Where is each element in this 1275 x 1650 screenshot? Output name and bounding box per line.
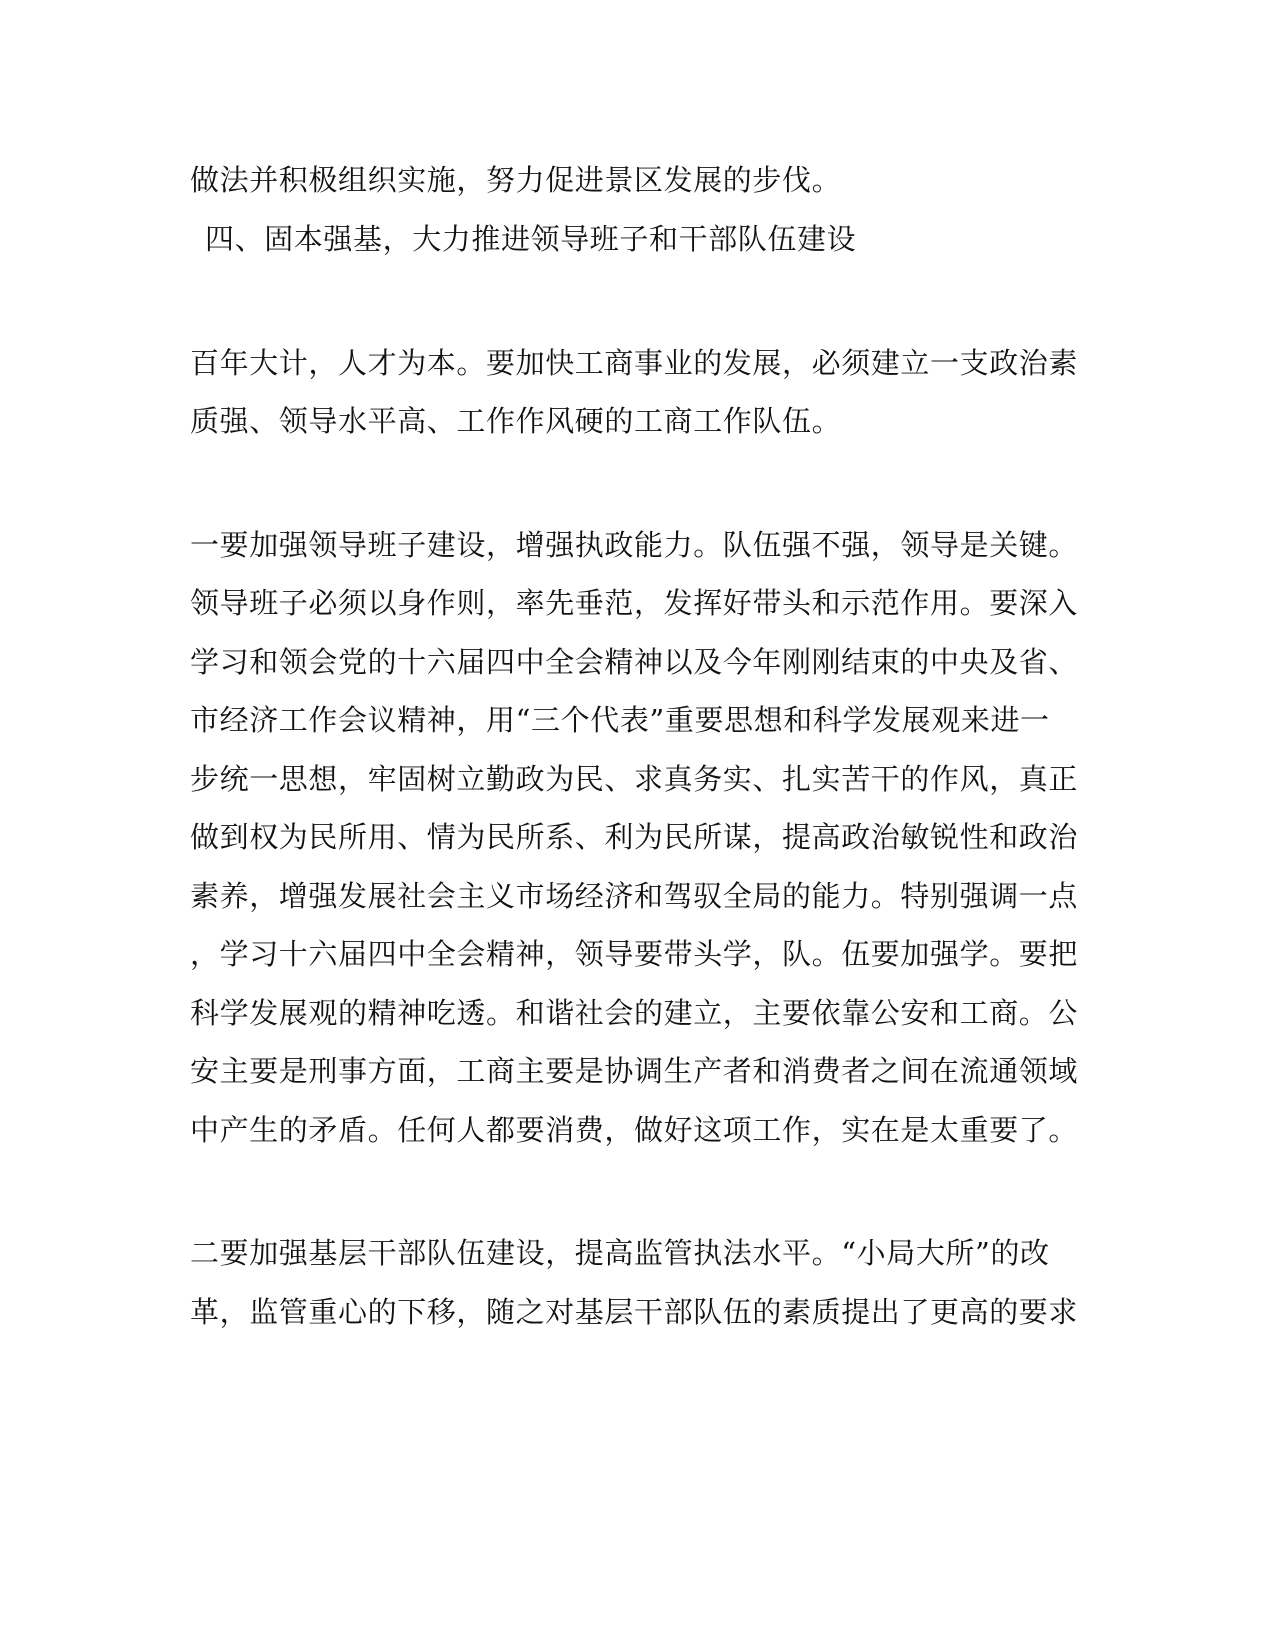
text-line-3: 百年大计，人才为本。要加快工商事业的发展，必须建立一支政治素: [190, 346, 1079, 380]
text-line-17: 革，监管重心的下移，随之对基层干部队伍的素质提出了更高的要求: [190, 1295, 1079, 1329]
text-line-1: 做法并积极组织实施，努力促进景区发展的步伐。: [190, 163, 842, 197]
text-line-16: 二要加强基层干部队伍建设，提高监管执法水平。“小局大所”的改: [190, 1236, 1050, 1270]
text-line-6: 领导班子必须以身作则，率先垂范，发挥好带头和示范作用。要深入: [190, 586, 1079, 620]
text-line-15: 中产生的矛盾。任何人都要消费，做好这项工作，实在是太重要了。: [190, 1113, 1079, 1147]
text-line-9: 步统一思想，牢固树立勤政为民、求真务实、扎实苦干的作风，真正: [190, 762, 1079, 796]
text-line-4: 质强、领导水平高、工作作风硬的工商工作队伍。: [190, 404, 842, 438]
text-line-14: 安主要是刑事方面，工商主要是协调生产者和消费者之间在流通领域: [190, 1054, 1079, 1088]
section-heading: 四、固本强基，大力推进领导班子和干部队伍建设: [205, 222, 857, 256]
text-line-13: 科学发展观的精神吃透。和谐社会的建立，主要依靠公安和工商。公: [190, 996, 1079, 1030]
text-line-5: 一要加强领导班子建设，增强执政能力。队伍强不强，领导是关键。: [190, 528, 1079, 562]
text-line-12: ，学习十六届四中全会精神，领导要带头学，队。伍要加强学。要把: [190, 937, 1079, 971]
text-line-11: 素养，增强发展社会主义市场经济和驾驭全局的能力。特别强调一点: [190, 879, 1079, 913]
text-line-8: 市经济工作会议精神，用“三个代表”重要思想和科学发展观来进一: [190, 703, 1050, 737]
text-line-10: 做到权为民所用、情为民所系、利为民所谋，提高政治敏锐性和政治: [190, 820, 1079, 854]
text-line-7: 学习和领会党的十六届四中全会精神以及今年刚刚结束的中央及省、: [190, 645, 1079, 679]
